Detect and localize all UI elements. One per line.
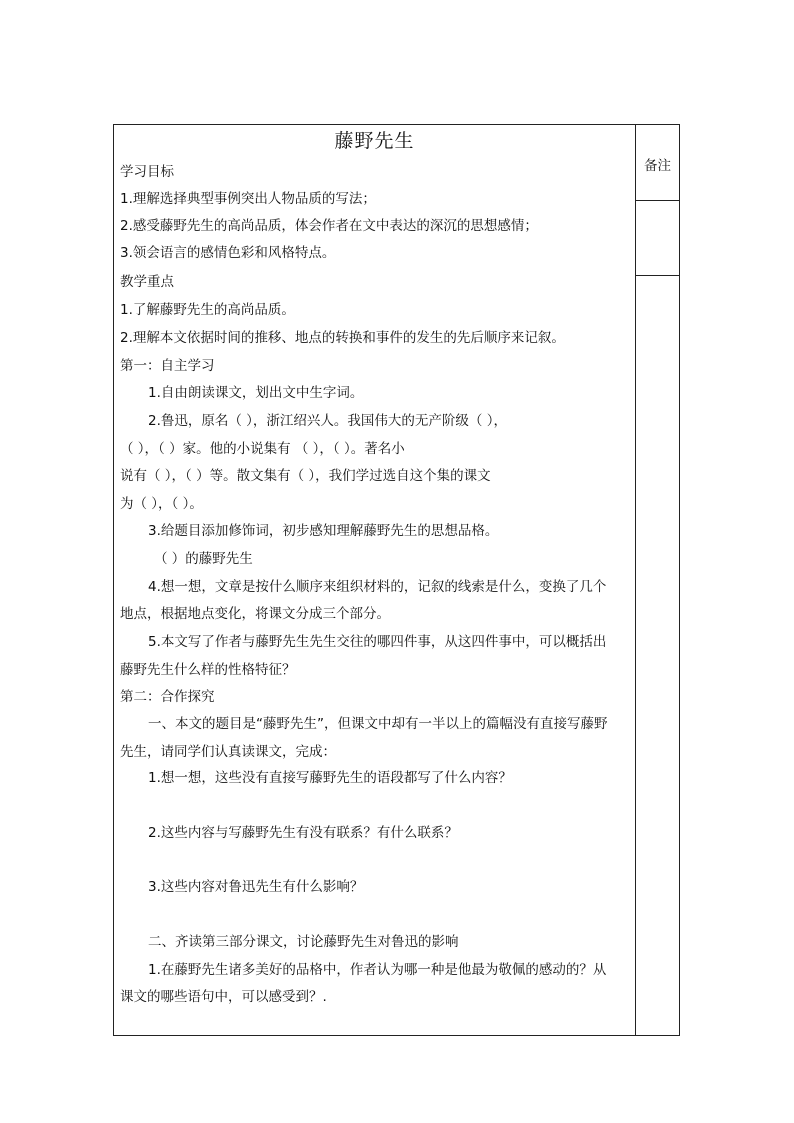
notes-header: 备注 (636, 125, 679, 201)
text-line: 1.了解藤野先生的高尚品质。 (120, 302, 295, 318)
question-line: 2.这些内容与写藤野先生有没有联系？有什么联系？ (148, 825, 458, 841)
lesson-plan-table (113, 124, 680, 1036)
text-line: 一、本文的题目是“藤野先生”，但课文中却有一半以上的篇幅没有直接写藤野 (148, 716, 608, 732)
question-line: 1.在藤野先生诸多美好的品格中，作者认为哪一种是他最为敬佩的感动的？从 (148, 962, 607, 978)
page-title: 藤野先生 (334, 130, 415, 152)
notes-cell (636, 201, 679, 276)
text-line: 先生，请同学们认真读课文，完成： (120, 744, 336, 760)
text-line: 说有（ ），（ ）等。散文集有（ ），我们学过选自这个集的课文 (120, 468, 491, 484)
text-line: 藤野先生什么样的性格特征？ (120, 662, 296, 678)
text-line: （ ），（ ）家。他的小说集有 （ ），（ ）。著名小 (120, 441, 405, 457)
section-heading: 学习目标 (120, 164, 174, 180)
text-line: 地点，根据地点变化，将课文分成三个部分。 (120, 606, 390, 622)
text-line: 2.鲁迅，原名（ ），浙江绍兴人。我国伟大的无产阶级（ ）， (148, 413, 507, 429)
main-column (114, 125, 636, 1035)
section-heading: 第二：合作探究 (120, 689, 215, 705)
question-line: 3.这些内容对鲁迅先生有什么影响？ (148, 879, 364, 895)
text-line: 二、齐读第三部分课文，讨论藤野先生对鲁迅的影响 (148, 934, 459, 950)
text-line: 5.本文写了作者与藤野先生先生交往的哪四件事，从这四件事中，可以概括出 (148, 634, 607, 650)
fill-in-line: （ ）的藤野先生 (154, 551, 253, 567)
text-line: 3.领会语言的感情色彩和风格特点。 (120, 245, 336, 261)
text-line: 2.感受藤野先生的高尚品质，体会作者在文中表达的深沉的思想感情； (120, 218, 538, 234)
text-line: 2.理解本文依据时间的推移、地点的转换和事件的发生的先后顺序来记叙。 (120, 330, 565, 346)
notes-column (636, 125, 679, 1035)
text-line: 4.想一想，文章是按什么顺序来组织材料的，记叙的线索是什么，变换了几个 (148, 579, 607, 595)
text-line: 3.给题目添加修饰词，初步感知理解藤野先生的思想品格。 (148, 523, 499, 539)
section-heading: 教学重点 (120, 274, 174, 290)
text-line: 1.自由朗读课文，划出文中生字词。 (148, 385, 364, 401)
question-line: 1.想一想，这些没有直接写藤野先生的语段都写了什么内容？ (148, 770, 512, 786)
text-line: 课文的哪些语句中，可以感受到？. (120, 989, 327, 1005)
section-heading: 第一：自主学习 (120, 358, 215, 374)
text-line: 为（ ），（ ）。 (120, 496, 203, 512)
text-line: 1.理解选择典型事例突出人物品质的写法； (120, 191, 376, 207)
